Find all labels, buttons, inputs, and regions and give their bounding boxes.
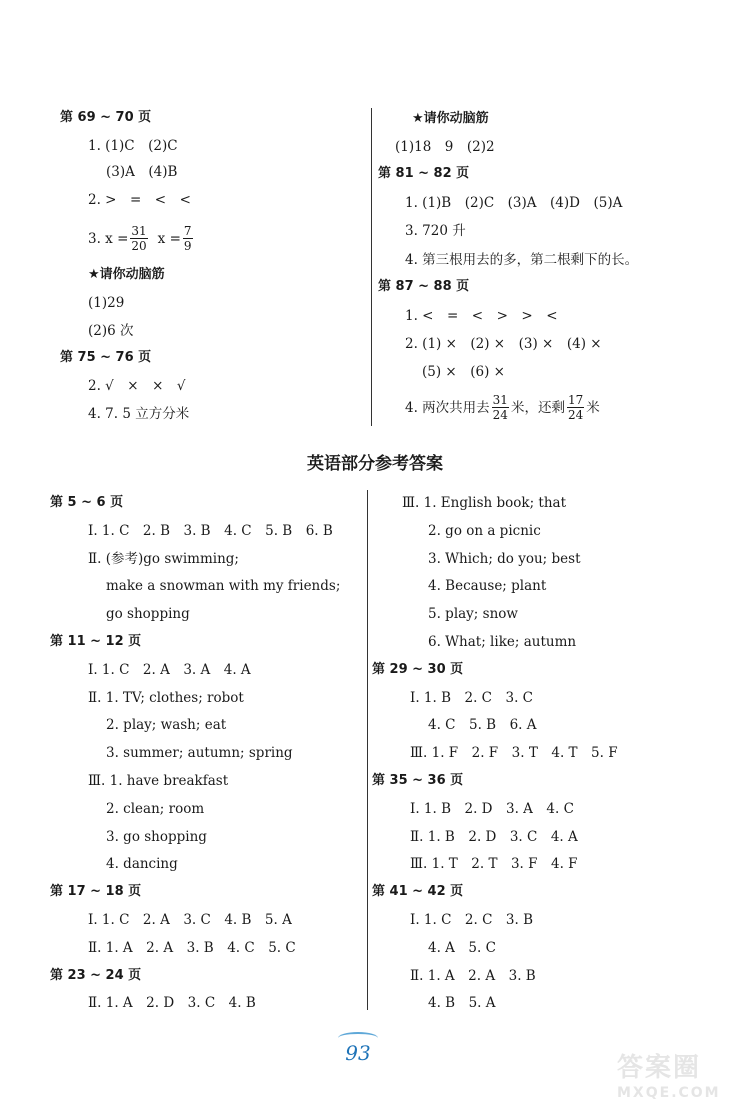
fraction-numerator: 7 xyxy=(183,224,192,238)
answer-line: 2. √ × × √ xyxy=(88,378,186,394)
answer-line-fractions xyxy=(405,393,600,422)
think-heading: ★请你动脑筋 xyxy=(412,111,489,126)
answer-line: (3)A (4)B xyxy=(106,164,178,180)
fraction-numerator: 17 xyxy=(567,393,584,407)
answer-line: 4. A 5. C xyxy=(428,939,496,956)
watermark-url: MXQE.COM xyxy=(617,1085,721,1101)
answer-line: Ⅰ. 1. C 2. A 3. A 4. A xyxy=(88,661,251,678)
fraction-numerator: 31 xyxy=(492,393,508,407)
fraction xyxy=(130,224,147,253)
fraction xyxy=(183,224,193,253)
section-heading: 第 11 ~ 12 页 xyxy=(50,634,142,649)
answer-mid: x = xyxy=(157,230,181,247)
answer-line: Ⅲ. 1. F 2. F 3. T 4. T 5. F xyxy=(410,745,618,762)
section-heading: 第 87 ~ 88 页 xyxy=(378,279,470,294)
answer-line: 3. Which; do you; best xyxy=(428,550,581,567)
answer-line: Ⅲ. 1. English book; that xyxy=(402,495,567,511)
answer-line: Ⅱ. 1. TV; clothes; robot xyxy=(88,689,244,706)
section-heading: 第 17 ~ 18 页 xyxy=(50,884,142,900)
section-heading: 第 41 ~ 42 页 xyxy=(372,884,464,900)
column-divider xyxy=(371,108,372,426)
answer-line: Ⅱ. (参考)go swimming; xyxy=(88,550,239,567)
section-heading: 第 35 ~ 36 页 xyxy=(372,773,464,788)
section-heading: 第 29 ~ 30 页 xyxy=(372,661,464,677)
section-heading: 第 69 ~ 70 页 xyxy=(60,110,152,125)
answer-line: 3. summer; autumn; spring xyxy=(106,745,293,762)
answer-prefix: 3. x = xyxy=(88,230,129,247)
answer-line: Ⅰ. 1. C 2. C 3. B xyxy=(410,912,534,928)
answer-line: (5) × (6) × xyxy=(422,364,505,380)
fraction xyxy=(567,393,584,422)
section-heading: 第 5 ~ 6 页 xyxy=(50,495,124,510)
answer-line: 4. dancing xyxy=(106,856,178,873)
answer-line: Ⅲ. 1. T 2. T 3. F 4. F xyxy=(410,856,578,873)
section-heading: 第 75 ~ 76 页 xyxy=(60,350,152,365)
fraction-denominator: 9 xyxy=(183,239,192,253)
answer-suffix: 米 xyxy=(586,399,600,416)
fraction-denominator: 24 xyxy=(567,408,584,422)
answer-line: 2. go on a picnic xyxy=(428,522,541,539)
answer-line: Ⅱ. 1. A 2. A 3. B 4. C 5. C xyxy=(88,939,296,956)
think-heading: ★请你动脑筋 xyxy=(88,267,165,282)
column-divider xyxy=(367,490,368,1010)
answer-line: Ⅲ. 1. have breakfast xyxy=(88,773,229,789)
answer-line: Ⅰ. 1. B 2. C 3. C xyxy=(410,689,534,706)
answer-line: 4. Because; plant xyxy=(428,578,547,595)
answer-line: go shopping xyxy=(106,606,190,623)
answer-line: 4. 第三根用去的多，第二根剩下的长。 xyxy=(405,252,639,268)
answer-line: Ⅱ. 1. A 2. A 3. B xyxy=(410,967,536,984)
answer-line: 5. play; snow xyxy=(428,606,518,623)
answer-line: Ⅱ. 1. B 2. D 3. C 4. A xyxy=(410,828,578,845)
watermark-logo-text: 答案圈 xyxy=(617,1053,702,1083)
answer-line: 1. (1)C (2)C xyxy=(88,138,178,154)
answer-line: (1)29 xyxy=(88,295,125,311)
answer-mid: 米，还剩 xyxy=(510,399,565,416)
answer-line: 2. clean; room xyxy=(106,800,205,817)
answer-line: 1. (1)B (2)C (3)A (4)D (5)A xyxy=(405,195,623,211)
answer-line: 2. > = < < xyxy=(88,192,191,208)
watermark xyxy=(617,1052,737,1107)
answer-line: 2. play; wash; eat xyxy=(106,717,227,734)
answer-line: Ⅰ. 1. C 2. A 3. C 4. B 5. A xyxy=(88,912,292,928)
answer-line: Ⅰ. 1. C 2. B 3. B 4. C 5. B 6. B xyxy=(88,522,333,539)
section-heading: 第 81 ~ 82 页 xyxy=(378,166,470,181)
answer-line: 4. C 5. B 6. A xyxy=(428,717,537,734)
answer-line: Ⅰ. 1. B 2. D 3. A 4. C xyxy=(410,800,574,817)
answer-line: (2)6 次 xyxy=(88,323,134,339)
answer-line: 2. (1) × (2) × (3) × (4) × xyxy=(405,336,602,352)
answer-line: 1. < = < > > < xyxy=(405,308,558,324)
fraction-denominator: 20 xyxy=(131,239,147,253)
fraction xyxy=(492,393,509,422)
answer-line: 4. 7. 5 立方分米 xyxy=(88,406,190,422)
section-heading: 第 23 ~ 24 页 xyxy=(50,967,142,983)
page-number: 93 xyxy=(345,1041,371,1065)
fraction-numerator: 31 xyxy=(131,224,147,238)
fraction-denominator: 24 xyxy=(492,408,508,422)
answer-line: make a snowman with my friends; xyxy=(106,578,341,595)
answer-line-fractions xyxy=(88,224,195,253)
answer-line: 3. go shopping xyxy=(106,828,207,845)
answer-line: (1)18 9 (2)2 xyxy=(395,139,495,155)
answer-line: Ⅱ. 1. A 2. D 3. C 4. B xyxy=(88,995,256,1012)
answer-line: 3. 720 升 xyxy=(405,223,466,239)
answer-line: 6. What; like; autumn xyxy=(428,634,577,650)
answer-line: 4. B 5. A xyxy=(428,995,496,1012)
answer-prefix: 4. 两次共用去 xyxy=(405,399,490,416)
english-section-title: 英语部分参考答案 xyxy=(307,454,443,474)
